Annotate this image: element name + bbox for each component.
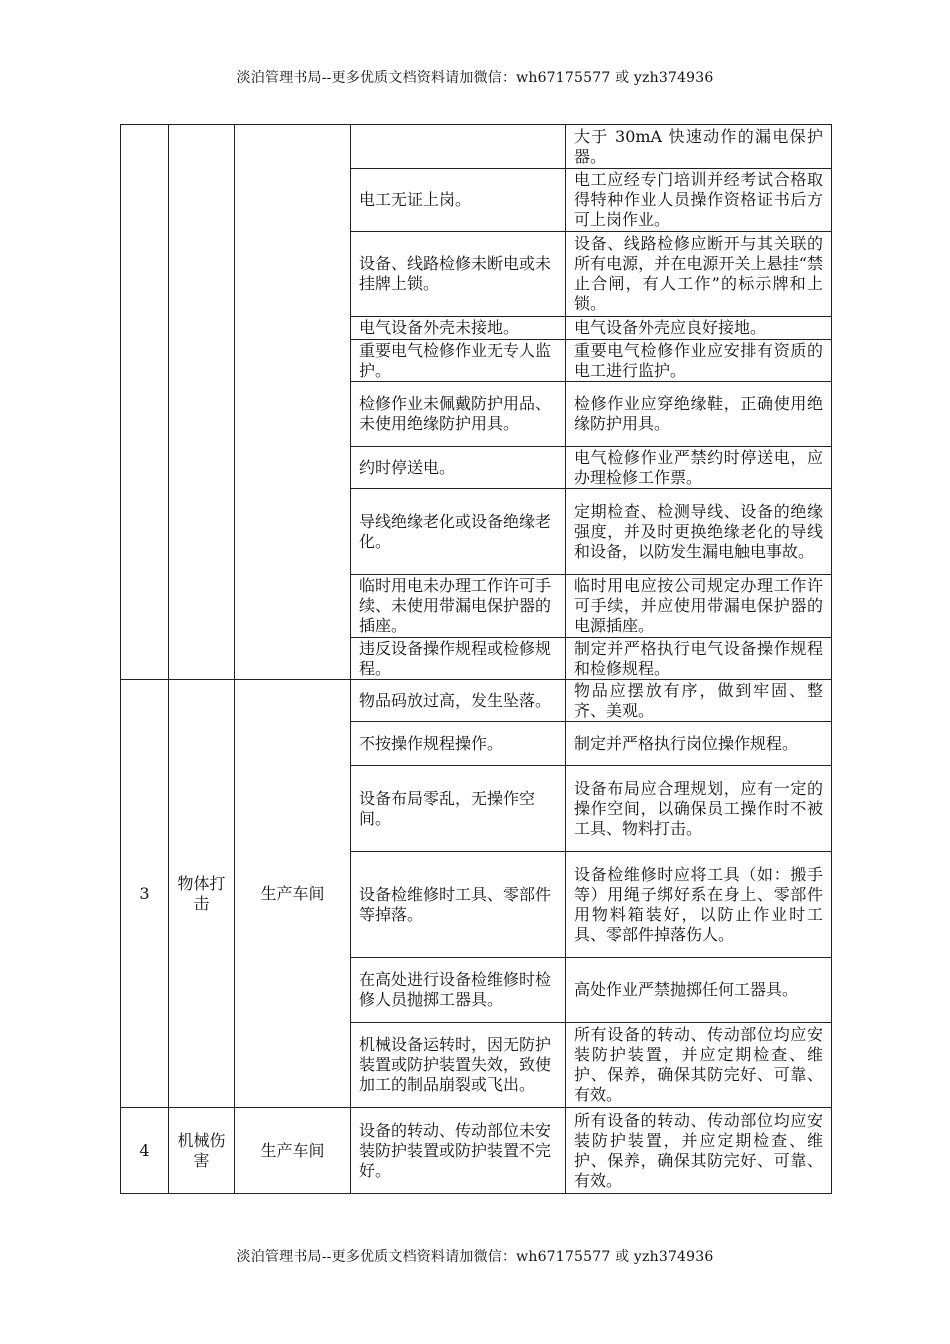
- table-row: [121, 680, 832, 722]
- measure-cell: 设备布局应合理规划，应有一定的操作空间，以确保员工操作时不被工具、物料打击。: [566, 766, 832, 852]
- hazard-cell: 临时用电未办理工作许可手续、未使用带漏电保护器的插座。: [351, 575, 566, 638]
- hazard-cell: 电气设备外壳未接地。: [351, 317, 566, 340]
- measure-cell: 所有设备的转动、传动部位均应安装防护装置，并应定期检查、维护、保养，确保其防完好、可靠、有效。: [566, 1023, 832, 1108]
- hazard-cell: 设备的转动、传动部位未安装防护装置或防护装置不完好。: [351, 1108, 566, 1194]
- measure-cell: 电工应经专门培训并经考试合格取得特种作业人员操作资格证书后方可上岗作业。: [566, 169, 832, 232]
- measure-cell: 电气检修作业严禁约时停送电，应办理检修工作票。: [566, 447, 832, 489]
- page-header: 淡泊管理书局--更多优质文档资料请加微信：wh67175577 或 yzh374936: [236, 70, 714, 86]
- hazard-type-cell: [169, 125, 235, 680]
- measure-cell: 临时用电应按公司规定办理工作许可手续，并应使用带漏电保护器的电源插座。: [566, 575, 832, 638]
- table-row: [121, 1108, 832, 1194]
- hazard-cell: 不按操作规程操作。: [351, 722, 566, 766]
- hazard-cell: 电工无证上岗。: [351, 169, 566, 232]
- hazard-type-cell: 物体打击: [169, 680, 235, 1108]
- hazard-cell: 违反设备操作规程或检修规程。: [351, 638, 566, 680]
- hazard-cell: 设备布局零乱，无操作空间。: [351, 766, 566, 852]
- hazard-cell: 约时停送电。: [351, 447, 566, 489]
- measure-cell: 重要电气检修作业应安排有资质的电工进行监护。: [566, 340, 832, 382]
- measure-cell: 大于 30mA 快速动作的漏电保护器。: [566, 125, 832, 169]
- measure-cell: 设备检维修时应将工具（如：搬手等）用绳子绑好系在身上、零部件用物料箱装好，以防止作业时工具、零部件掉落伤人。: [566, 852, 832, 958]
- area-cell: 生产车间: [235, 1108, 351, 1194]
- measure-cell: 制定并严格执行岗位操作规程。: [566, 722, 832, 766]
- hazard-cell: 重要电气检修作业无专人监护。: [351, 340, 566, 382]
- hazard-cell: 在高处进行设备检维修时检修人员抛掷工器具。: [351, 958, 566, 1023]
- risk-table: [120, 124, 832, 1194]
- hazard-cell: [351, 125, 566, 169]
- measure-cell: 所有设备的转动、传动部位均应安装防护装置，并应定期检查、维护、保养，确保其防完好、可靠、有效。: [566, 1108, 832, 1194]
- row-number-cell: 4: [121, 1108, 169, 1194]
- row-number-cell: 3: [121, 680, 169, 1108]
- hazard-cell: 设备、线路检修未断电或未挂牌上锁。: [351, 232, 566, 317]
- hazard-cell: 检修作业未佩戴防护用品、未使用绝缘防护用具。: [351, 382, 566, 447]
- measure-cell: 物品应摆放有序，做到牢固、整齐、美观。: [566, 680, 832, 722]
- row-number-cell: [121, 125, 169, 680]
- hazard-cell: 机械设备运转时，因无防护装置或防护装置失效，致使加工的制品崩裂或飞出。: [351, 1023, 566, 1108]
- measure-cell: 制定并严格执行电气设备操作规程和检修规程。: [566, 638, 832, 680]
- hazard-cell: 物品码放过高，发生坠落。: [351, 680, 566, 722]
- hazard-cell: 设备检维修时工具、零部件等掉落。: [351, 852, 566, 958]
- measure-cell: 定期检查、检测导线、设备的绝缘强度，并及时更换绝缘老化的导线和设备，以防发生漏电触电事故。: [566, 489, 832, 575]
- area-cell: [235, 125, 351, 680]
- table-row: [121, 125, 832, 169]
- measure-cell: 高处作业严禁抛掷任何工器具。: [566, 958, 832, 1023]
- area-cell: 生产车间: [235, 680, 351, 1108]
- measure-cell: 电气设备外壳应良好接地。: [566, 317, 832, 340]
- measure-cell: 检修作业应穿绝缘鞋，正确使用绝缘防护用具。: [566, 382, 832, 447]
- measure-cell: 设备、线路检修应断开与其关联的所有电源，并在电源开关上悬挂“禁止合闸，有人工作”的标示牌和上锁。: [566, 232, 832, 317]
- hazard-type-cell: 机械伤害: [169, 1108, 235, 1194]
- hazard-cell: 导线绝缘老化或设备绝缘老化。: [351, 489, 566, 575]
- page-footer: 淡泊管理书局--更多优质文档资料请加微信：wh67175577 或 yzh374936: [236, 1249, 714, 1265]
